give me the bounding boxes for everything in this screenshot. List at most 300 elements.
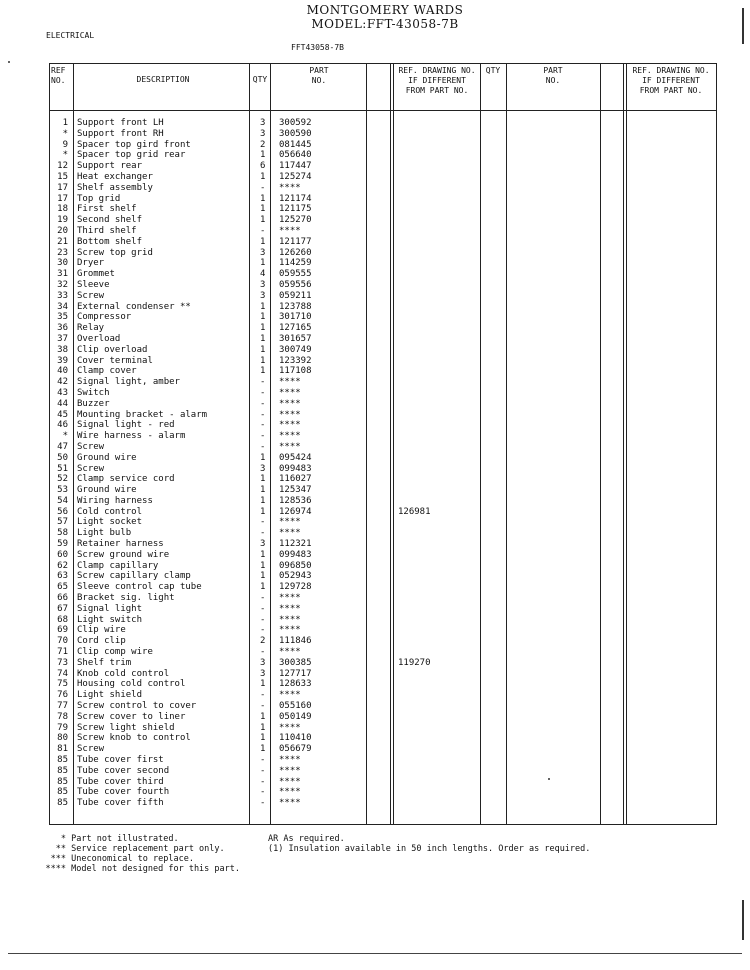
cell-qty: - [260,776,266,787]
cell-part-no: **** [279,614,301,625]
cell-ref-no: 42 [57,377,68,388]
cell-description: Switch [77,387,110,398]
cell-part-no: **** [279,690,301,701]
footnote-text: Uneconomical to replace. [71,854,194,864]
cell-part-no: 129728 [279,582,312,593]
cell-part-no: 117447 [279,161,312,172]
cell-description: Light bulb [77,528,132,539]
cell-part-no: 099483 [279,463,312,474]
cell-part-no: 050149 [279,711,312,722]
cell-ref-no: 62 [57,560,68,571]
section-label: ELECTRICAL [46,31,95,40]
cell-description: Dryer [77,258,105,269]
cell-part-no: 128536 [279,495,312,506]
cell-description: Buzzer [77,398,110,409]
cell-qty: - [260,409,266,420]
cell-qty: - [260,528,266,539]
cell-ref-no: 85 [57,798,68,809]
cell-description: Support rear [77,161,143,172]
cell-description: Screw ground wire [77,549,170,560]
cell-part-no: **** [279,431,301,442]
table-row [50,161,718,172]
cell-part-no: 300749 [279,344,312,355]
cell-description: Screw light shield [77,722,175,733]
cell-description: Light shield [77,690,143,701]
cell-ref-no: 23 [57,247,68,258]
cell-ref-no: 1 [62,118,68,128]
cell-qty: 1 [260,744,266,755]
cell-qty: - [260,701,266,712]
cell-description: Third shelf [77,225,137,236]
cell-ref-no: 69 [57,625,68,636]
cell-qty: 3 [260,118,266,128]
footnote-text: Model not designed for this part. [71,864,241,874]
cell-ref-no: 51 [57,463,68,474]
cell-description: Spacer top grid rear [77,150,186,161]
cell-part-no: 300385 [279,657,312,668]
table-row [50,377,718,388]
cell-ref-no: 85 [57,787,68,798]
cell-qty: 1 [260,495,266,506]
table-row [50,766,718,777]
cell-qty: - [260,593,266,604]
cell-ref-no: 33 [57,290,68,301]
table-row [50,420,718,431]
cell-ref-no: 21 [57,236,68,247]
cell-description: Top grid [77,193,121,204]
table-row [50,118,718,129]
cell-qty: 2 [260,636,266,647]
cell-part-no: **** [279,722,301,733]
cell-part-no: 301657 [279,333,312,344]
cell-qty: - [260,690,266,701]
cell-qty: - [260,420,266,431]
table-row [50,237,718,248]
table-row [50,723,718,734]
col-header-qty: QTY [252,75,268,84]
cell-ref-no: 81 [57,744,68,755]
cell-ref-no: 36 [57,323,68,334]
table-row [50,345,718,356]
cell-description: Tube cover fifth [77,798,164,809]
table-row [50,453,718,464]
table-row [50,388,718,399]
table-row [50,669,718,680]
cell-ref-no: 12 [57,161,68,172]
cell-description: Clip wire [77,625,126,636]
cell-part-no: 110410 [279,733,312,744]
cell-part-no: 126974 [279,506,312,517]
cell-description: Screw control to cover [77,701,197,712]
cell-ref-no: 80 [57,733,68,744]
cell-qty: - [260,377,266,388]
table-row [50,356,718,367]
cell-description: Screw [77,441,105,452]
cell-part-no: 125274 [279,171,312,182]
cell-ref-no: * [62,150,68,161]
cell-description: Tube cover second [77,765,170,776]
header-rule [50,110,716,111]
table-row [50,215,718,226]
cell-qty: 1 [260,258,266,269]
cell-qty: - [260,755,266,766]
cell-ref-no: 15 [57,171,68,182]
footnote [40,864,240,874]
cell-qty: 4 [260,269,266,280]
cell-ref-no: 76 [57,690,68,701]
cell-part-no: **** [279,603,301,614]
cell-description: Tube cover fourth [77,787,170,798]
table-row [50,334,718,345]
footnote-symbol: ** [55,844,66,854]
cell-qty: 3 [260,247,266,258]
cell-ref-no: * [62,128,68,139]
col-header-qty-2: QTY [485,66,501,75]
table-row [50,636,718,647]
cell-part-no: **** [279,517,301,528]
cell-part-no: 116027 [279,474,312,485]
cell-description: External condenser ** [77,301,191,312]
footnote-text: Part not illustrated. [71,834,179,844]
table-row [50,291,718,302]
cell-part-no: 095424 [279,452,312,463]
cell-ref-no: 44 [57,398,68,409]
cell-part-no: 059211 [279,290,312,301]
footnote: AR As required. [268,834,345,844]
cell-ref-no: 66 [57,593,68,604]
table-row [50,140,718,151]
parts-rows [50,118,718,809]
cell-part-no: 127165 [279,323,312,334]
footnote [40,834,240,844]
cell-ref-no: 56 [57,506,68,517]
col-header-part-2: PART NO. [543,66,563,85]
cell-ref-no: 9 [62,139,68,150]
table-row [50,248,718,259]
cell-description: Overload [77,333,121,344]
cell-description: First shelf [77,204,137,215]
col-header-part: PART NO. [309,66,329,85]
footnotes-left [40,834,240,874]
cell-drawing-no: 119270 [398,657,431,668]
col-header-description: DESCRIPTION [136,75,190,84]
table-row [50,615,718,626]
cell-qty: 3 [260,668,266,679]
cell-qty: 1 [260,474,266,485]
cell-description: Second shelf [77,215,143,226]
cell-description: Sleeve control cap tube [77,582,202,593]
cell-part-no: 059555 [279,269,312,280]
cell-part-no: 121174 [279,193,312,204]
cell-qty: - [260,603,266,614]
cell-ref-no: 54 [57,495,68,506]
table-row [50,204,718,215]
cell-description: Screw knob to control [77,733,191,744]
cell-description: Shelf trim [77,657,132,668]
cell-qty: 2 [260,139,266,150]
table-row [50,431,718,442]
cell-qty: - [260,787,266,798]
cell-description: Support front RH [77,128,164,139]
cell-ref-no: 74 [57,668,68,679]
cell-ref-no: 30 [57,258,68,269]
cell-part-no: 125270 [279,215,312,226]
cell-description: Light socket [77,517,143,528]
cell-part-no: 125347 [279,485,312,496]
cell-ref-no: * [62,431,68,442]
table-row [50,302,718,313]
cell-ref-no: 18 [57,204,68,215]
table-row [50,528,718,539]
cell-description: Screw capillary clamp [77,571,191,582]
cell-ref-no: 60 [57,549,68,560]
cell-ref-no: 39 [57,355,68,366]
table-row [50,647,718,658]
cell-qty: 1 [260,506,266,517]
cell-qty: 3 [260,128,266,139]
table-row [50,701,718,712]
cell-qty: 1 [260,204,266,215]
cell-part-no: 081445 [279,139,312,150]
cell-part-no: 059556 [279,279,312,290]
table-row [50,679,718,690]
table-row [50,226,718,237]
cell-ref-no: 17 [57,193,68,204]
cell-part-no: **** [279,765,301,776]
cell-part-no: **** [279,647,301,658]
table-row [50,777,718,788]
cell-qty: 6 [260,161,266,172]
table-row [50,690,718,701]
cell-qty: - [260,517,266,528]
cell-part-no: 300592 [279,118,312,128]
footnote-symbol: * [60,834,66,844]
cell-part-no: **** [279,787,301,798]
cell-part-no: **** [279,225,301,236]
cell-ref-no: 85 [57,755,68,766]
cell-part-no: **** [279,387,301,398]
cell-description: Screw [77,290,105,301]
table-row [50,517,718,528]
cell-qty: 1 [260,193,266,204]
cell-part-no: 114259 [279,258,312,269]
col-header-ref: REF NO. [51,66,66,85]
col-header-drawing-2: REF. DRAWING NO. IF DIFFERENT FROM PART NO. [632,66,710,95]
table-row [50,550,718,561]
cell-qty: - [260,798,266,809]
cell-description: Cord clip [77,636,126,647]
cell-description: Signal light, amber [77,377,180,388]
cell-part-no: **** [279,593,301,604]
table-row [50,561,718,572]
cell-part-no: **** [279,798,301,809]
table-row [50,798,718,809]
cell-description: Wire harness - alarm [77,431,186,442]
cell-description: Bottom shelf [77,236,143,247]
cell-ref-no: 50 [57,452,68,463]
table-row [50,399,718,410]
cell-part-no: 056679 [279,744,312,755]
cell-part-no: **** [279,625,301,636]
cell-qty: 1 [260,571,266,582]
table-row [50,712,718,723]
cell-qty: 3 [260,463,266,474]
cell-qty: 3 [260,657,266,668]
model-code: FFT43058-7B [291,43,344,52]
cell-description: Wiring harness [77,495,153,506]
table-row [50,366,718,377]
cell-ref-no: 37 [57,333,68,344]
cell-description: Tube cover third [77,776,164,787]
cell-ref-no: 57 [57,517,68,528]
table-row [50,269,718,280]
table-row [50,410,718,421]
cell-ref-no: 67 [57,603,68,614]
cell-part-no: 121175 [279,204,312,215]
cell-ref-no: 31 [57,269,68,280]
cell-ref-no: 43 [57,387,68,398]
cell-part-no: **** [279,441,301,452]
cell-qty: 1 [260,236,266,247]
cell-ref-no: 78 [57,711,68,722]
cell-qty: 1 [260,452,266,463]
cell-ref-no: 73 [57,657,68,668]
cell-qty: 3 [260,290,266,301]
table-row [50,539,718,550]
cell-qty: - [260,765,266,776]
parts-table [49,63,717,825]
cell-qty: 1 [260,323,266,334]
cell-description: Screw top grid [77,247,153,258]
cell-description: Screw [77,744,105,755]
cell-description: Signal light - red [77,420,175,431]
table-row [50,496,718,507]
cell-qty: 1 [260,582,266,593]
cell-qty: 1 [260,485,266,496]
cell-ref-no: 53 [57,485,68,496]
col-header-drawing: REF. DRAWING NO. IF DIFFERENT FROM PART NO. [398,66,476,95]
cell-description: Compressor [77,312,132,323]
cell-qty: - [260,225,266,236]
cell-description: Light switch [77,614,143,625]
scan-speck [548,778,550,780]
footnotes-right [268,834,590,854]
cell-part-no: 117108 [279,366,312,377]
table-row [50,755,718,766]
cell-part-no: **** [279,398,301,409]
cell-qty: - [260,625,266,636]
cell-part-no: 055160 [279,701,312,712]
cell-ref-no: 71 [57,647,68,658]
cell-qty: - [260,441,266,452]
footnote [40,844,240,854]
table-row [50,280,718,291]
table-row [50,258,718,269]
cell-ref-no: 63 [57,571,68,582]
table-row [50,312,718,323]
scan-speck [8,61,10,63]
table-row [50,474,718,485]
cell-description: Clamp capillary [77,560,159,571]
cell-ref-no: 40 [57,366,68,377]
doc-title: MONTGOMERY WARDS [306,3,464,17]
cell-part-no: 123392 [279,355,312,366]
footnote [40,854,240,864]
cell-ref-no: 32 [57,279,68,290]
cell-qty: 1 [260,722,266,733]
cell-description: Grommet [77,269,115,280]
table-row [50,442,718,453]
cell-ref-no: 85 [57,765,68,776]
cell-qty: 1 [260,711,266,722]
cell-ref-no: 20 [57,225,68,236]
cell-description: Heat exchanger [77,171,153,182]
cell-ref-no: 68 [57,614,68,625]
cell-part-no: 128633 [279,679,312,690]
cell-part-no: **** [279,528,301,539]
cell-qty: 1 [260,171,266,182]
cell-part-no: 056640 [279,150,312,161]
cell-qty: - [260,387,266,398]
cell-part-no: **** [279,182,301,193]
model-number: MODEL:FFT-43058-7B [311,17,459,31]
table-row [50,172,718,183]
cell-ref-no: 34 [57,301,68,312]
cell-description: Screw cover to liner [77,711,186,722]
cell-ref-no: 45 [57,409,68,420]
cell-qty: 3 [260,539,266,550]
cell-part-no: 300590 [279,128,312,139]
cell-qty: 1 [260,301,266,312]
cell-qty: - [260,614,266,625]
table-row [50,464,718,475]
cell-part-no: 052943 [279,571,312,582]
cell-ref-no: 35 [57,312,68,323]
table-row [50,658,718,669]
cell-qty: 1 [260,312,266,323]
footnote: (1) Insulation available in 50 inch lengths. Order as required. [268,844,591,854]
table-row [50,733,718,744]
cell-description: Mounting bracket - alarm [77,409,208,420]
cell-qty: 1 [260,333,266,344]
cell-part-no: 096850 [279,560,312,571]
table-row [50,571,718,582]
table-row [50,787,718,798]
cell-description: Shelf assembly [77,182,153,193]
cell-qty: 3 [260,279,266,290]
cell-ref-no: 47 [57,441,68,452]
table-row [50,507,718,518]
cell-part-no: **** [279,776,301,787]
table-row [50,604,718,615]
table-row [50,485,718,496]
table-row [50,625,718,636]
cell-part-no: 301710 [279,312,312,323]
cell-part-no: 112321 [279,539,312,550]
table-row [50,150,718,161]
cell-description: Clip comp wire [77,647,153,658]
cell-description: Cold control [77,506,143,517]
cell-ref-no: 46 [57,420,68,431]
cell-description: Signal light [77,603,143,614]
cell-part-no: 123788 [279,301,312,312]
cell-description: Ground wire [77,452,137,463]
table-row [50,323,718,334]
footnote-symbol: **** [45,864,66,874]
cell-description: Tube cover first [77,755,164,766]
cell-description: Housing cold control [77,679,186,690]
cell-ref-no: 17 [57,182,68,193]
